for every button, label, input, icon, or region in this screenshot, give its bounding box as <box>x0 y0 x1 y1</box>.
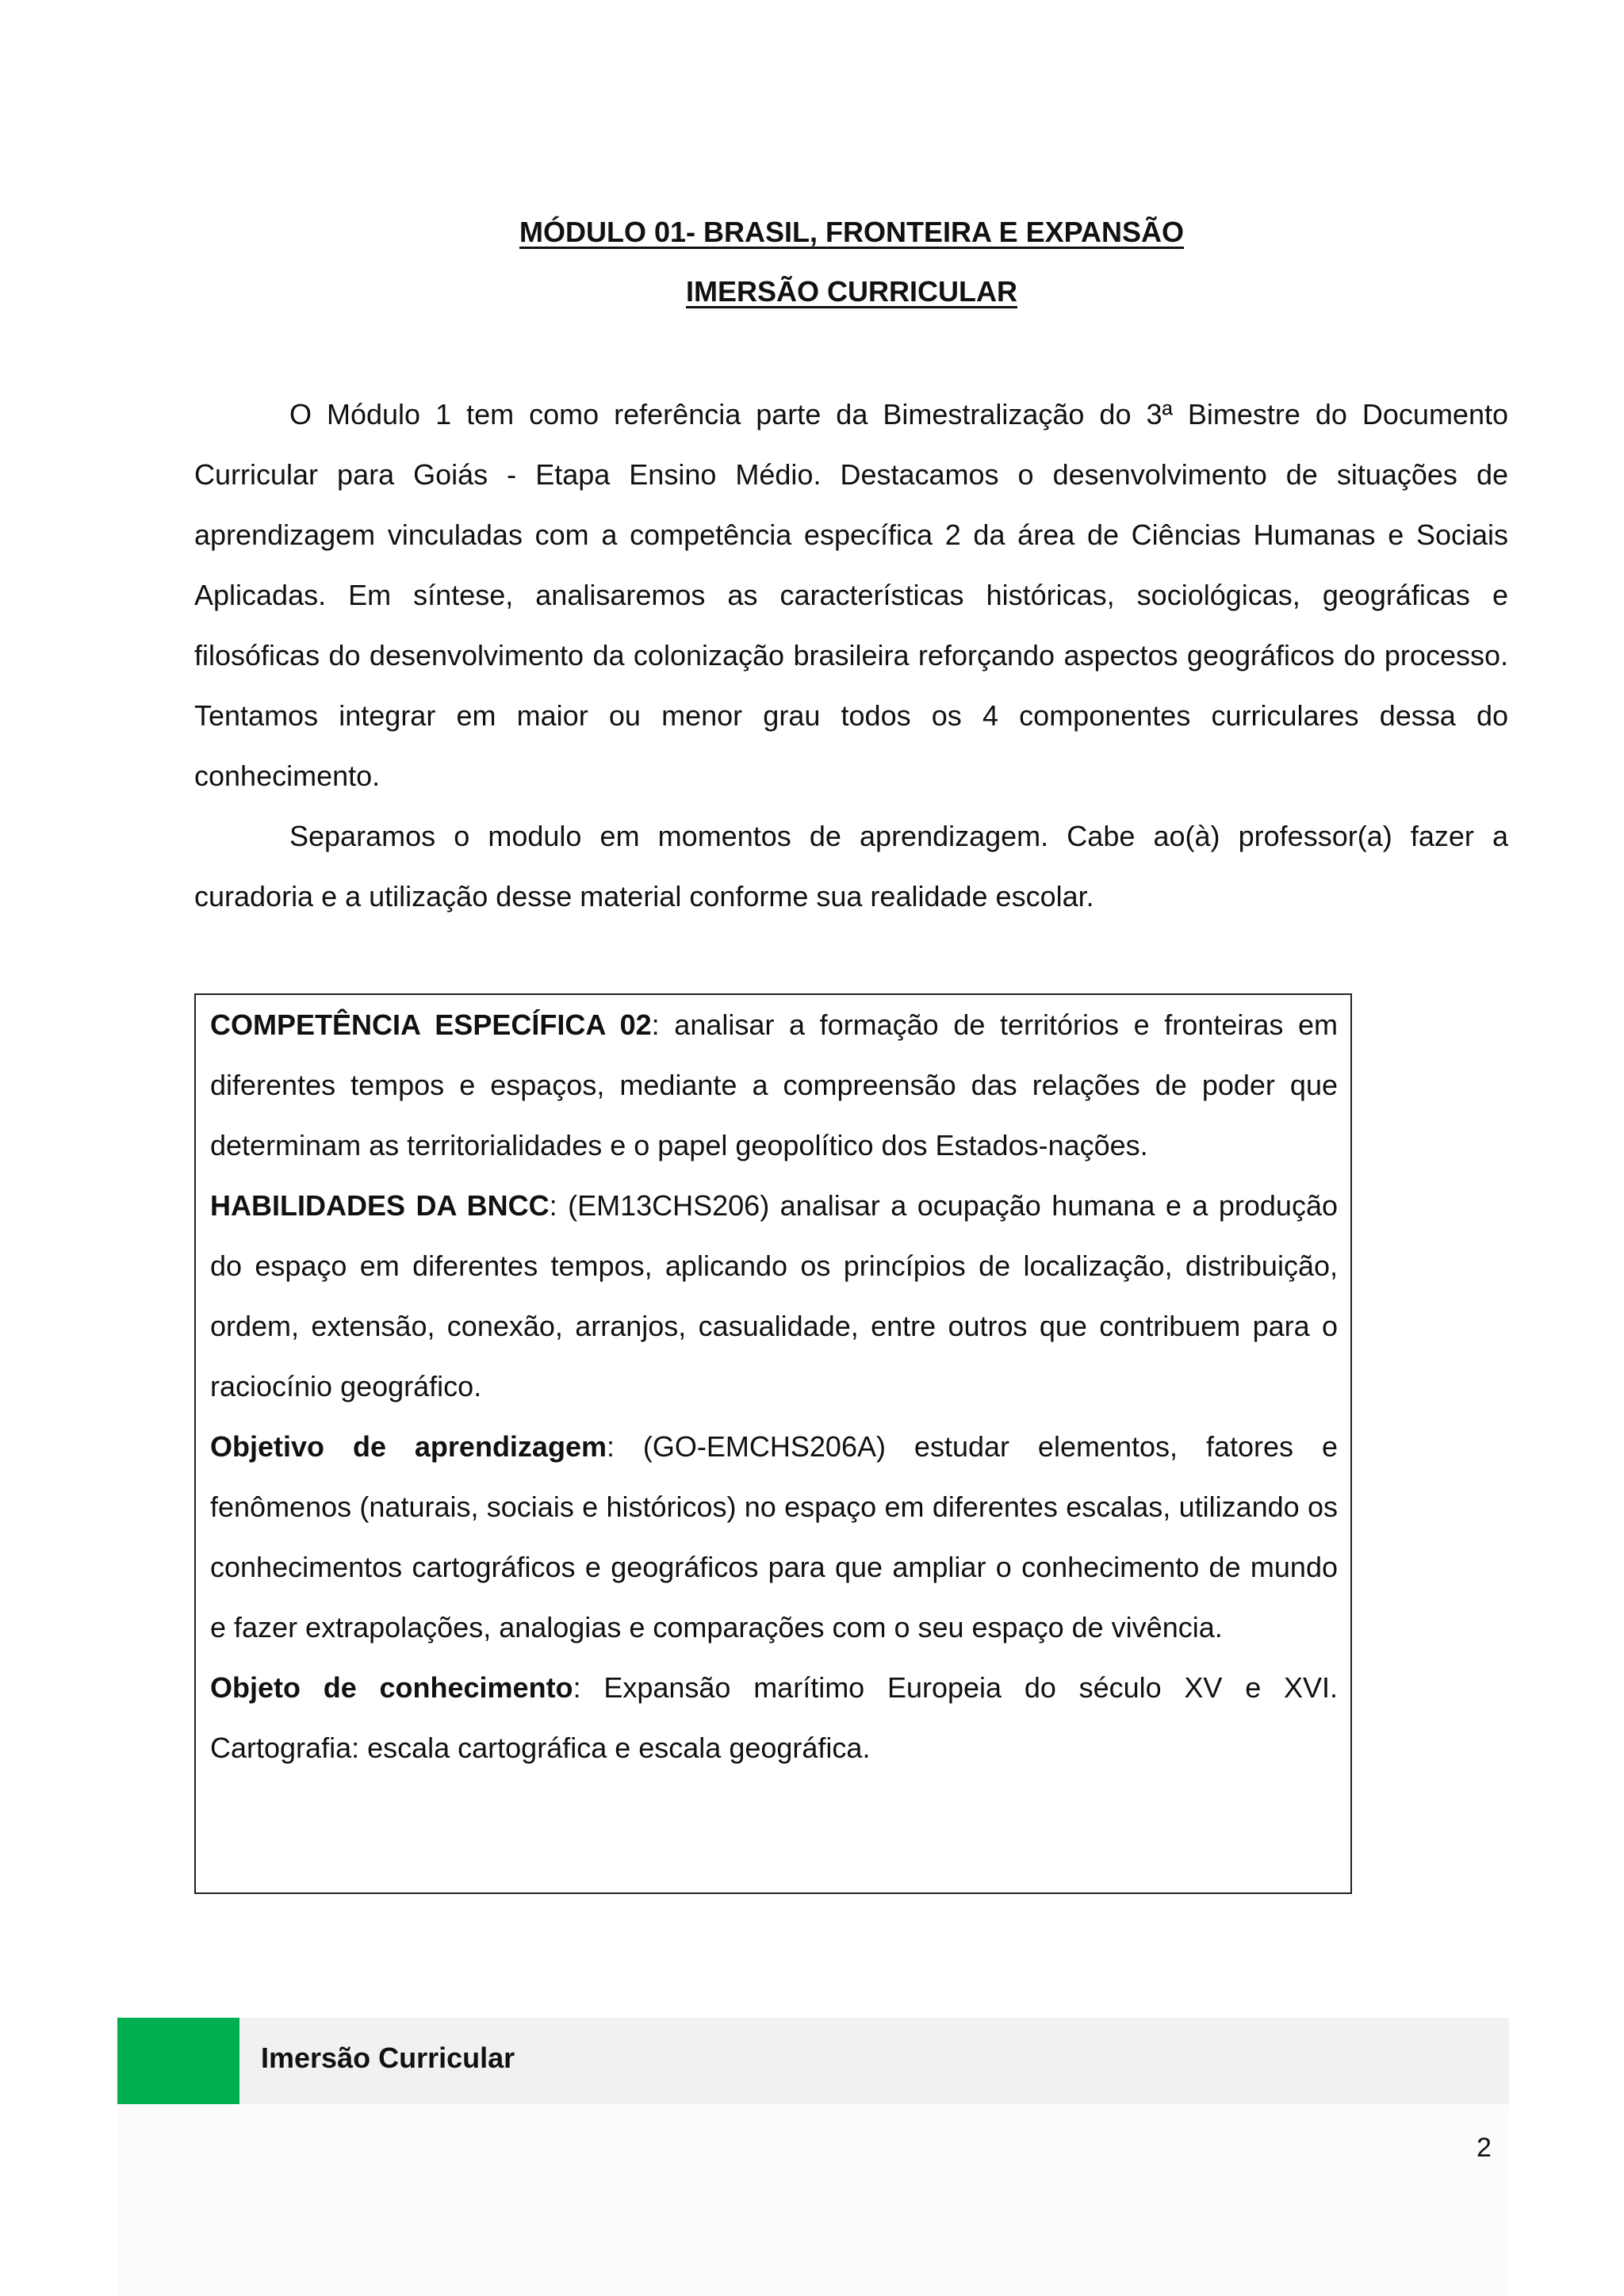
habilidades-label: HABILIDADES DA BNCC <box>210 1189 550 1222</box>
objetivo-text: : (GO-EMCHS206A) estudar elementos, fatores e fenômenos (naturais, sociais e históricos) no espaço em diferentes escalas, utilizando os conhecimentos cartográficos e geográficos para que ampliar o conhecimento de mundo e fazer extrapolações, analogias e comparações com o seu espaço de vivência. <box>210 1430 1338 1644</box>
competencia-label: COMPETÊNCIA ESPECÍFICA 02 <box>210 1008 652 1041</box>
module-title: MÓDULO 01- BRASIL, FRONTEIRA E EXPANSÃO <box>519 216 1185 248</box>
intro-text <box>194 385 1508 927</box>
intro-paragraph-2: Separamos o modulo em momentos de aprendizagem. Cabe ao(à) professor(a) fazer a curadoria e a utilização desse material conforme sua realidade escolar. <box>194 820 1508 913</box>
intro-paragraph-1: O Módulo 1 tem como referência parte da Bimestralização do 3ª Bimestre do Documento Curricular para Goiás - Etapa Ensino Médio. Destacamos o desenvolvimento de situações de aprendizagem vinculadas com a competência específica 2 da área de Ciências Humanas e Sociais Aplicadas. Em síntese, analisaremos as características históricas, sociológicas, geográficas e filosóficas do desenvolvimento da colonização brasileira reforçando aspectos geográficos do processo. Tentamos integrar em maior ou menor grau todos os 4 componentes curriculares dessa do conhecimento. <box>194 398 1508 792</box>
section-title: IMERSÃO CURRICULAR <box>686 275 1017 308</box>
competence-box <box>194 993 1352 1894</box>
habilidades-text: : (EM13CHS206) analisar a ocupação humana e a produção do espaço em diferentes tempos, aplicando os princípios de localização, distribuição, ordem, extensão, conexão, arranjos, casualidade, entre outros que contribuem para o raciocínio geográfico. <box>210 1189 1338 1402</box>
objeto-label: Objeto de conhecimento <box>210 1671 573 1704</box>
objeto-text: : Expansão marítimo Europeia do século XV e XVI. Cartografia: escala cartográfica e escala geográfica. <box>210 1671 1339 1764</box>
footer-bar <box>117 2018 1509 2104</box>
page-number: 2 <box>1477 2133 1492 2163</box>
footer-label: Imersão Curricular <box>261 2042 515 2074</box>
habilidades-paragraph <box>210 1176 1338 1417</box>
competence-box-content <box>210 995 1338 1778</box>
footer-accent-block <box>117 2018 239 2104</box>
objeto-paragraph <box>210 1658 1338 1778</box>
objetivo-label: Objetivo de aprendizagem <box>210 1430 607 1463</box>
competencia-text: : analisar a formação de territórios e fronteiras em diferentes tempos e espaços, mediante a compreensão das relações de poder que determinam as territorialidades e o papel geopolítico dos Estados-nações. <box>210 1008 1339 1161</box>
objetivo-paragraph <box>210 1417 1338 1658</box>
footer-shade <box>117 2104 1509 2296</box>
competencia-paragraph <box>210 995 1338 1176</box>
